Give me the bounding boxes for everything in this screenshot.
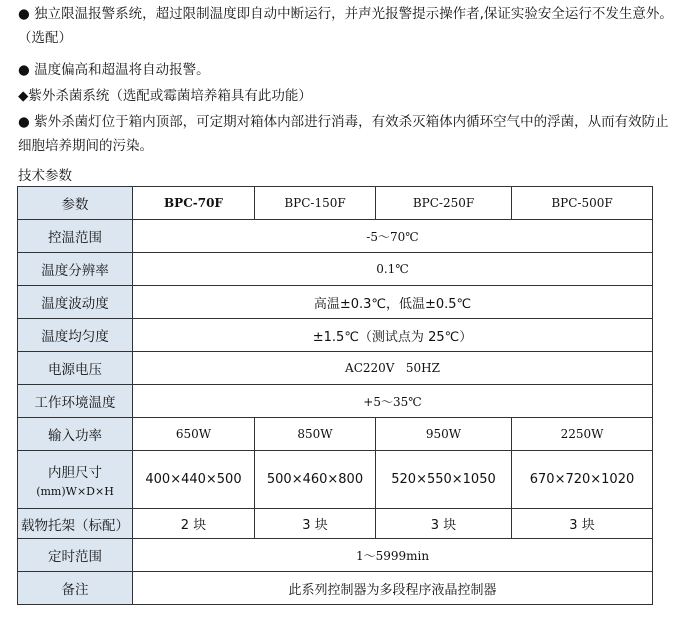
temp-range-value: -5～70℃ (133, 220, 653, 253)
feature-uv-lamp-description: ● 紫外杀菌灯位于箱内顶部，可定期对箱体内部进行消毒，有效杀灭箱体内循环空气中的浮菌，从而有效防止细胞培养期间的污染。 (18, 114, 669, 154)
table-row (18, 509, 653, 539)
model-bpc-250f: BPC-250F (376, 187, 512, 220)
table-row (18, 539, 653, 572)
spec-table (17, 186, 653, 605)
remarks-value: 此系列控制器为多段程序液晶控制器 (133, 572, 653, 605)
row-label-input-power: 输入功率 (18, 418, 133, 451)
chamber-size-150f: 500×460×800 (255, 451, 376, 509)
table-row (18, 220, 653, 253)
table-row (18, 286, 653, 319)
shelves-250f: 3 块 (376, 509, 512, 539)
model-bpc-150f: BPC-150F (255, 187, 376, 220)
uniformity-value: ±1.5℃（测试点为 25℃） (133, 319, 653, 352)
table-row (18, 385, 653, 418)
input-power-70f: 650W (133, 418, 255, 451)
model-bpc-70f: BPC-70F (133, 187, 255, 220)
model-bpc-500f: BPC-500F (512, 187, 653, 220)
feature-over-temp-alarm: ● 温度偏高和超温将自动报警。 (18, 62, 210, 78)
power-supply-value: AC220V 50HZ (133, 352, 653, 385)
table-row (18, 253, 653, 286)
header-label: 参数 (18, 187, 133, 220)
chamber-size-70f: 400×440×500 (133, 451, 255, 509)
timer-value: 1～5999min (133, 539, 653, 572)
shelves-500f: 3 块 (512, 509, 653, 539)
row-label-chamber-size (18, 451, 133, 509)
row-label-ambient: 工作环境温度 (18, 385, 133, 418)
table-header-row (18, 187, 653, 220)
row-label-shelves: 载物托架（标配） (18, 509, 133, 539)
shelves-150f: 3 块 (255, 509, 376, 539)
input-power-500f: 2250W (512, 418, 653, 451)
spec-section-title: 技术参数 (18, 168, 72, 184)
input-power-250f: 950W (376, 418, 512, 451)
input-power-150f: 850W (255, 418, 376, 451)
feature-uv-sterilization-heading: ◆紫外杀菌系统（选配或霉菌培养箱具有此功能） (18, 88, 312, 104)
resolution-value: 0.1℃ (133, 253, 653, 286)
row-label-timer: 定时范围 (18, 539, 133, 572)
chamber-size-250f: 520×550×1050 (376, 451, 512, 509)
table-row (18, 319, 653, 352)
table-row (18, 572, 653, 605)
row-label-temp-range: 控温范围 (18, 220, 133, 253)
feature-alarm-system: ● 独立限温报警系统，超过限制温度即自动中断运行，并声光报警提示操作者,保证实验安全运行不发生意外。（选配） (18, 6, 673, 46)
chamber-size-500f: 670×720×1020 (512, 451, 653, 509)
chamber-size-label: 内胆尺寸 (48, 465, 102, 481)
table-row (18, 451, 653, 509)
row-label-remarks: 备注 (18, 572, 133, 605)
fluctuation-value: 高温±0.3℃，低温±0.5℃ (133, 286, 653, 319)
table-row (18, 352, 653, 385)
row-label-resolution: 温度分辨率 (18, 253, 133, 286)
shelves-70f: 2 块 (133, 509, 255, 539)
row-label-fluctuation: 温度波动度 (18, 286, 133, 319)
row-label-uniformity: 温度均匀度 (18, 319, 133, 352)
table-row (18, 418, 653, 451)
chamber-size-unit: (mm)W×D×H (36, 485, 114, 498)
row-label-power-supply: 电源电压 (18, 352, 133, 385)
ambient-value: +5～35℃ (133, 385, 653, 418)
